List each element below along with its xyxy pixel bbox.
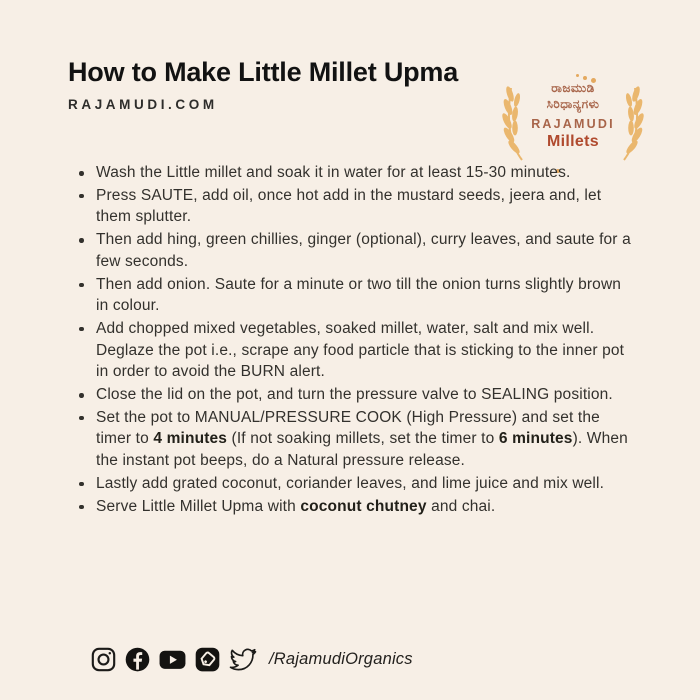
website-label: RAJAMUDI.COM [68,97,218,113]
rajamudi-millets-logo [494,64,652,176]
youtube-icon[interactable] [158,646,187,673]
list-item: Close the lid on the pot, and turn the pressure valve to SEALING position. [68,384,636,406]
page-title: How to Make Little Millet Upma [68,57,459,87]
logo-kannada-line2: ಸಿರಿಧಾನ್ಯಗಳು [546,97,600,111]
facebook-icon[interactable] [124,646,151,673]
list-item: Press SAUTE, add oil, once hot add in the mustard seeds, jeera and, let them splutter. [68,185,636,228]
social-bar [90,644,413,674]
logo-text [524,80,622,151]
instagram-icon[interactable] [90,646,117,673]
list-item: Lastly add grated coconut, coriander leaves, and lime juice and mix well. [68,473,636,495]
wheat-stalk-icon [620,80,648,162]
list-item: Wash the Little millet and soak it in water for at least 15-30 minutes. [68,162,636,184]
list-item: Then add hing, green chillies, ginger (optional), curry leaves, and saute for a few seconds. [68,229,636,272]
twitter-icon[interactable] [228,646,258,673]
list-item: Set the pot to MANUAL/PRESSURE COOK (High Pressure) and set the timer to 4 minutes (If not soaking millets, set the timer to 6 minutes). When the instant pot beeps, do a Natural pressure release. [68,407,636,472]
list-item: Add chopped mixed vegetables, soaked millet, water, salt and mix well. Deglaze the pot i.e., scrape any food particle that is sticking to the inner pot in order to avoid the BURN alert. [68,318,636,383]
logo-kannada-line1: ರಾಜಮುಡಿ [551,81,595,95]
list-item: Then add onion. Saute for a minute or two till the onion turns slightly brown in colour. [68,274,636,317]
list-item: Serve Little Millet Upma with coconut chutney and chai. [68,496,636,518]
logo-brand-sub: Millets [547,133,599,150]
wheat-stalk-icon [498,80,526,162]
logo-brand-name: RAJAMUDI [531,117,615,131]
steps-list [68,162,636,518]
header [68,56,498,112]
social-handle: /RajamudiOrganics [269,649,413,668]
tag-icon[interactable] [194,646,221,673]
